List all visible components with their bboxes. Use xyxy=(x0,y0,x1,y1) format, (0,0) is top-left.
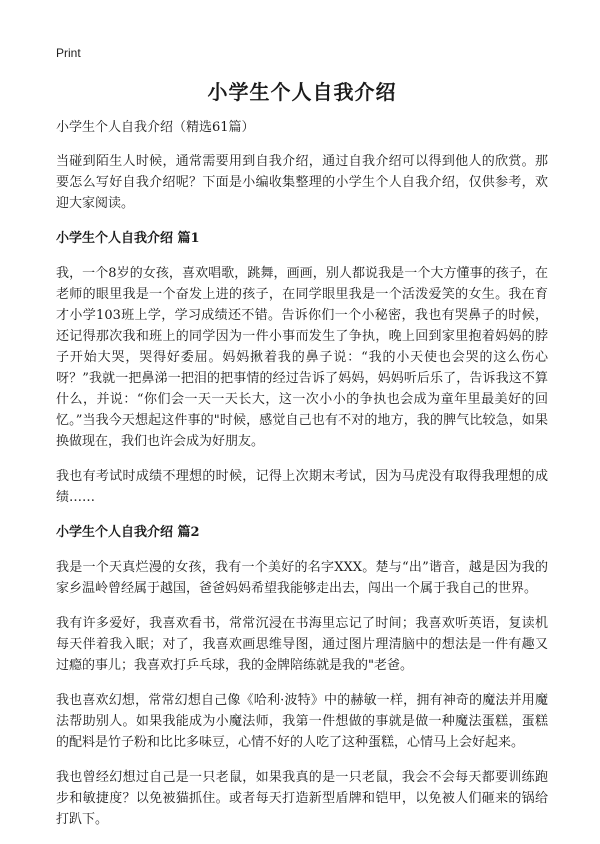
section-1-paragraph-2: 我也有考试时成绩不理想的时候，记得上次期末考试，因为马虎没有取得我理想的成绩…… xyxy=(56,469,548,505)
section-2-paragraph-1: 我是一个天真烂漫的女孩，我有一个美好的名字XXX。楚与“出”谐音，越是因为我的家乡温岭曾经属于越国，爸爸妈妈希望我能够走出去，闯出一个属于我自己的世界。 xyxy=(56,560,548,596)
page-title: 小学生个人自我介绍 xyxy=(207,80,397,104)
intro-paragraph: 当碰到陌生人时候，通常需要用到自我介绍，通过自我介绍可以得到他人的欣赏。那要怎么写好自我介绍呢？下面是小编收集整理的小学生个人自我介绍，仅供参考，欢迎大家阅读。 xyxy=(56,154,548,211)
document-subtitle: 小学生个人自我介绍（精选61篇） xyxy=(56,120,255,135)
section-2-paragraph-3: 我也喜欢幻想，常常幻想自己像《哈利·波特》中的赫敏一样，拥有神奇的魔法并用魔法帮助别人。如果我能成为小魔法师，我第一件想做的事就是做一种魔法蛋糕，蛋糕的配料是竹子粉和比比多味豆，心情不好的人吃了这种蛋糕，心情马上会好起来。 xyxy=(56,693,548,750)
print-link[interactable]: Print xyxy=(56,46,81,60)
document-body xyxy=(56,117,548,844)
section-heading-1: 小学生个人自我介绍 篇1 xyxy=(56,231,200,246)
section-2-paragraph-2: 我有许多爱好，我喜欢看书，常常沉浸在书海里忘记了时间；我喜欢听英语，复读机每天伴着我入眠；对了，我喜欢画思维导图，通过图片理清脑中的想法是一件有趣又过瘾的事儿；我喜欢打乒乓球，我的金牌陪练就是我的"老爸。 xyxy=(56,616,548,673)
section-heading-2: 小学生个人自我介绍 篇2 xyxy=(56,525,200,540)
section-1-paragraph-1: 我，一个8岁的女孩，喜欢唱歌，跳舞，画画，别人都说我是一个大方懂事的孩子，在老师的眼里我是一个奋发上进的孩子，在同学眼里我是一个活泼爱笑的女生。我在育才小学103班上学，学习成绩还不错。告诉你们一个小秘密，我也有哭鼻子的时候，还记得那次我和班上的同学因为一件小事而发生了争执，晚上回到家里抱着妈妈的脖子开始大哭，哭得好委屈。妈妈揪着我的鼻子说：“我的小天使也会哭的这么伤心呀？”我就一把鼻涕一把泪的把事情的经过告诉了妈妈，妈妈听后乐了，告诉我这不算什么，并说：“你们会一天一天长大，这一次小小的争执也会成为童年里最美好的回忆。”当我今天想起这件事的"时候，感觉自己也有不对的地方，我的脾气比较急，如果换做现在，我们也许会成为好朋友。 xyxy=(56,266,548,449)
section-2-paragraph-4: 我也曾经幻想过自己是一只老鼠，如果我真的是一只老鼠，我会不会每天都要训练跑步和敏捷度？以免被猫抓住。或者每天打造新型盾牌和铠甲，以免被人们砸来的锅给打趴下。 xyxy=(56,770,548,827)
